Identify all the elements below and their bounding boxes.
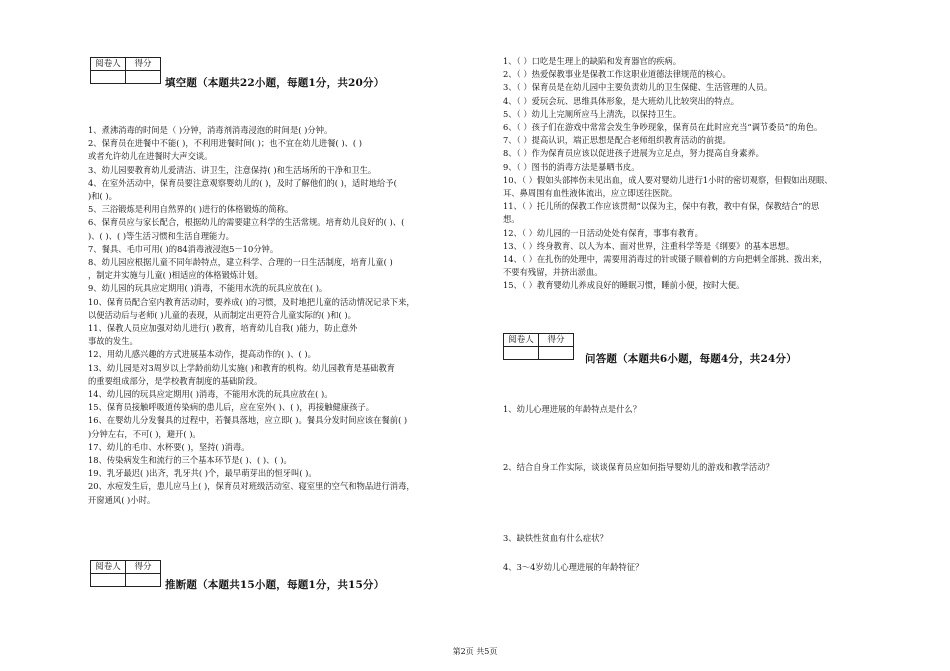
score-box-fill: [90, 57, 161, 84]
fill-blank-line: 6、保育员应与家长配合，根据幼儿的需要建立科学的生活常规。培育幼儿良好的( )、(: [88, 217, 405, 228]
fill-blank-line: 8、幼儿园应根据儿童不同年龄特点，建立科学、合理的一日生活制度，培育儿童( ): [88, 257, 393, 268]
judgment-line: 7、（ ）提高认识，端正思想是配合老师组织教育活动的前提。: [503, 135, 731, 146]
fill-blank-line: 17、幼儿的毛巾、水杯要( )，坚持( )消毒。: [88, 441, 250, 452]
qa-question-4: 4、3～4岁幼儿心理进展的年龄特征？: [503, 562, 644, 572]
judgment-line: 15、（ ）教育婴幼儿养成良好的睡眠习惯，睡前小便，按时大便。: [503, 280, 745, 291]
reviewer-label: 阅卷人: [91, 58, 126, 71]
qa-question-3: 3、缺铁性贫血有什么症状？: [503, 533, 608, 543]
reviewer-cell: [91, 574, 126, 587]
judgment-questions: [503, 55, 923, 293]
judgment-line: 1、（ ）口吃是生理上的缺陷和发育器官的疾病。: [503, 56, 682, 66]
fill-blank-line: 15、保育员接触呼吸道传染病的患儿后，应在室外( )、( )，再接触健康孩子。: [88, 402, 374, 413]
fill-blank-title: 填空题（本题共22小题，每题1分，共20分）: [165, 77, 385, 89]
judgment-line: 4、（ ）爱玩会玩、思维具体形象，是大班幼儿比较突出的特点。: [503, 95, 740, 106]
fill-blank-line: 7、餐具、毛巾可用( )的84消毒液浸泡5－10分钟。: [88, 243, 279, 254]
reviewer-label: 阅卷人: [504, 334, 539, 347]
score-box-qa: [503, 333, 574, 360]
score-box-judgment: [90, 560, 161, 587]
judgment-line: 11、（ ）托儿所的保教工作应该贯彻“以保为主，保中有教，教中有保，保教结合”的思: [503, 201, 820, 212]
score-label: 得分: [126, 58, 161, 71]
fill-blank-questions: [88, 124, 488, 507]
fill-blank-line: 10、保育员配合室内教育活动时，要养成( )的习惯，及时地把儿童的活动情况记录下来，: [88, 296, 415, 307]
fill-blank-line: 16、在婴幼儿分发餐具的过程中，若餐具落地，应立即( )。餐具分发时间应该在餐前( ): [88, 415, 408, 426]
judgment-line: 耳、鼻周围有血性液体流出，应立即送往医院。: [503, 188, 678, 199]
qa-title: 问答题（本题共6小题，每题4分，共24分）: [585, 353, 797, 365]
fill-blank-line: 19、乳牙最迟( )出齐，乳牙共( )个，最早萌芽出的恒牙叫( )。: [88, 468, 317, 479]
fill-blank-line: 13、幼儿园是对3周岁以上学龄前幼儿实施( )和教育的机构。幼儿园教育是基础教育: [88, 362, 396, 373]
page-footer: 第2页 共5页: [452, 647, 498, 656]
judgment-line: 3、（ ）保育员是在幼儿园中主要负责幼儿的卫生保健、生活管理的人员。: [503, 82, 773, 93]
fill-blank-line: 开窗通风( )小时。: [88, 494, 156, 505]
judgment-line: 不要有残留，并挤出淤血。: [503, 267, 603, 278]
score-cell: [126, 71, 161, 84]
fill-blank-line: 12、用幼儿感兴趣的方式进展基本动作，提高动作的( )、( )。: [88, 349, 316, 360]
fill-blank-line: 4、在室外活动中，保育员要注意观察婴幼儿的( )，及时了解他们的( )，适时地给予(: [88, 177, 397, 188]
score-cell: [126, 574, 161, 587]
judgment-line: 8、（ ）作为保育员应该以促进孩子进展为立足点，努力提高自身素养。: [503, 148, 764, 159]
fill-blank-line: 1、煮沸消毒的时间是（ )分钟，消毒剂消毒浸泡的时间是( )分钟。: [88, 125, 333, 135]
judgment-line: 5、（ ）幼儿上完厕所应马上清洗，以保持卫生。: [503, 108, 682, 119]
reviewer-cell: [504, 347, 539, 360]
judgment-line: 2、（ ）热爱保教事业是保教工作这职业道德法律规范的核心。: [503, 69, 731, 80]
judgment-line: 10、（ ）假如头部摔伤未见出血，成人要对婴幼儿进行1小时的密切观察，但假如出现眼、: [503, 174, 833, 185]
fill-blank-line: 9、幼儿园的玩具应定期用( )消毒，不能用水洗的玩具应放在( )。: [88, 283, 328, 294]
fill-blank-line: ，制定并实施与儿童( )相适应的体格锻炼计划。: [88, 270, 264, 281]
judgment-title: 推断题（本题共15小题，每题1分，共15分）: [165, 579, 385, 591]
fill-blank-line: )分钟左右，不可( )，避开( )。: [88, 428, 201, 439]
judgment-line: 6、（ ）孩子们在游戏中常常会发生争吵现象，保育员在此时应充当“调节委员”的角色。: [503, 122, 823, 133]
reviewer-cell: [91, 71, 126, 84]
fill-blank-line: 11、保教人员应加强对幼儿进行( )教育，培育幼儿自我( )能力，防止意外: [88, 323, 358, 334]
judgment-line: 14、（ ）在扎伤的处理中，需要用消毒过的针或镊子顺着刺的方向把刺全部挑、拨出来，: [503, 254, 828, 265]
fill-blank-line: 以便活动后与老师( )儿童的表现，从而制定出更符合儿童实际的( )和( )。: [88, 309, 356, 320]
fill-blank-line: 的重要组成部分，是学校教育制度的基础阶段。: [88, 375, 263, 386]
fill-blank-line: 18、传染病发生和流行的三个基本环节是( )、( )、( )。: [88, 455, 292, 466]
judgment-line: 12、（ ）幼儿园的一日活动处处有保育，事事有教育。: [503, 227, 703, 238]
qa-question-1: 1、幼儿心理进展的年龄特点是什么？: [503, 404, 642, 414]
qa-question-2: 2、结合自身工作实际，谈谈保育员应如何指导婴幼儿的游戏和教学活动？: [503, 462, 774, 472]
judgment-line: 9、（ ）图书的消毒方法是暴晒书皮。: [503, 161, 640, 172]
score-cell: [539, 347, 574, 360]
fill-blank-line: 事故的发生。: [88, 336, 138, 347]
fill-blank-line: 20、水痘发生后，患儿应马上( )，保育员对班级活动室、寝室里的空气和物品进行消毒，: [88, 481, 415, 492]
judgment-line: 想。: [503, 214, 520, 225]
fill-blank-line: 或者允许幼儿在进餐时大声交谈。: [88, 151, 213, 162]
score-label: 得分: [539, 334, 574, 347]
fill-blank-line: 5、三浴锻炼是利用自然界的( )进行的体格锻炼的简称。: [88, 204, 294, 215]
fill-blank-line: 3、幼儿园要教育幼儿爱清洁、讲卫生，注意保持( )和生活场所的干净和卫生。: [88, 164, 377, 175]
fill-blank-line: )和( )。: [88, 191, 117, 202]
reviewer-label: 阅卷人: [91, 561, 126, 574]
fill-blank-line: 14、幼儿园的玩具应定期用( )消毒，不能用水洗的玩具应放在( )。: [88, 389, 333, 400]
judgment-line: 13、（ ）终身教育、以人为本、面对世界，注重科学等是《纲要》的基本思想。: [503, 240, 795, 251]
fill-blank-line: )、( )、( )等生活习惯和生活自理能力。: [88, 230, 234, 241]
fill-blank-line: 2、保育员在进餐中不能( )，不利用进餐时间( )；也不宜在幼儿进餐( )、( ): [88, 138, 363, 149]
score-label: 得分: [126, 561, 161, 574]
